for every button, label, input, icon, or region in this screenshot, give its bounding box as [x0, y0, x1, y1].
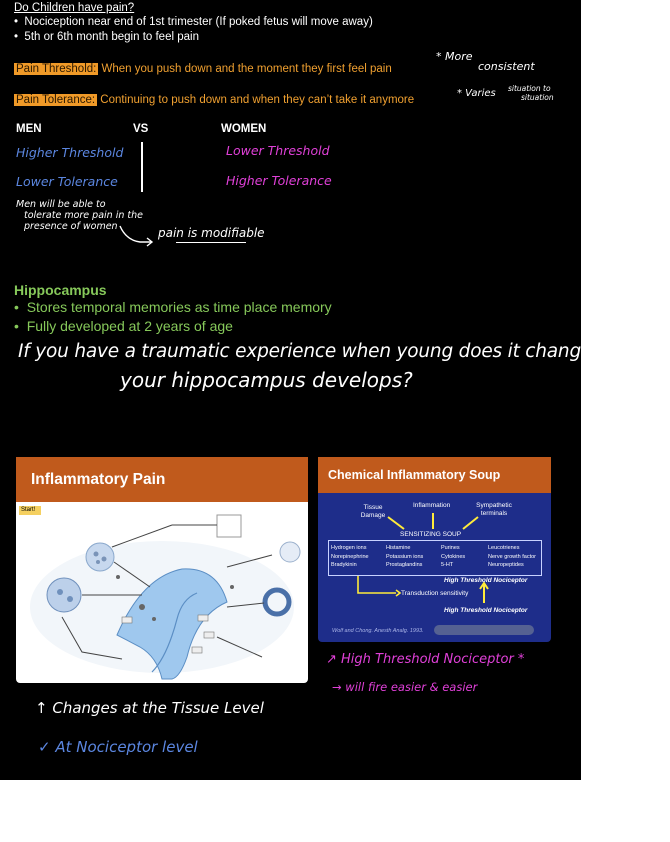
- men-note-line: presence of women: [24, 221, 118, 232]
- tolerance-note-1: * Varies: [457, 88, 496, 99]
- soup-item: Norepinephrine: [331, 553, 369, 560]
- fire-easier-text: will fire easier & easier: [345, 680, 478, 694]
- men-heading: MEN: [16, 123, 42, 135]
- sympathetic-label: Sympathetic terminals: [476, 502, 512, 517]
- soup-label: SENSITIZING SOUP: [400, 531, 462, 538]
- soup-item: Leucotrienes: [488, 545, 520, 551]
- women-threshold: Lower Threshold: [226, 143, 330, 158]
- soup-column: [386, 544, 423, 570]
- inflammation-label: Inflammation: [413, 502, 451, 509]
- check-arrow-icon: ✓: [38, 738, 56, 756]
- soup-diagram: [318, 493, 551, 642]
- soup-item: Neuropeptides: [488, 562, 524, 568]
- soup-item: Potassium ions: [386, 553, 424, 560]
- bullet-item: • Stores temporal memories as time place memory: [14, 299, 332, 315]
- up-arrow-icon: ↑: [35, 699, 53, 717]
- bullet-text: Fully developed at 2 years of age: [26, 318, 233, 334]
- men-note-line: tolerate more pain in the: [24, 210, 143, 221]
- soup-item: 5-HT: [441, 562, 454, 568]
- tissue-level-text: Changes at the Tissue Level: [52, 699, 264, 717]
- soup-item: Bradykinin: [331, 562, 357, 568]
- men-note-line: Men will be able to: [16, 199, 106, 210]
- faded-callout: [434, 625, 534, 635]
- women-tolerance: Higher Tolerance: [226, 173, 332, 188]
- bullet-text: 5th or 6th month begin to feel pain: [24, 31, 199, 43]
- soup-item: Cytokines: [441, 553, 466, 560]
- tolerance-note-2b: situation: [521, 93, 554, 102]
- transduction-label: Transduction sensitivity: [401, 590, 469, 597]
- bullet-text: Stores temporal memories as time place memory: [26, 299, 332, 315]
- pain-threshold-line: [14, 62, 392, 76]
- modifiable-note: pain is modifiable: [158, 226, 265, 240]
- arrow-icon: ↗: [326, 652, 342, 667]
- pain-threshold-text: When you push down and the moment they first feel pain: [98, 63, 392, 75]
- nociceptor-level-text: At Nociceptor level: [55, 738, 198, 756]
- children-pain-heading: Do Children have pain?: [14, 2, 135, 14]
- arrow-icon: →: [332, 680, 346, 694]
- soup-box: [328, 540, 542, 576]
- soup-item: Nerve growth factor: [488, 553, 536, 560]
- threshold-note-1: * More: [436, 50, 473, 63]
- high-threshold-2: High Threshold Nociceptor: [444, 607, 528, 614]
- bullet-item: • Nociception near end of 1st trimester (If poked fetus will move away): [14, 16, 373, 28]
- vs-divider: [141, 142, 143, 192]
- pain-tolerance-text: Continuing to push down and when they can’t take it anymore: [97, 94, 415, 106]
- men-threshold: Higher Threshold: [16, 145, 124, 160]
- star-icon: *: [517, 652, 525, 667]
- pain-tolerance-label: Pain Tolerance:: [16, 94, 96, 106]
- inflammatory-pain-diagram: [22, 507, 302, 679]
- soup-column: [488, 544, 536, 570]
- vs-heading: VS: [133, 123, 149, 135]
- slide-title: Inflammatory Pain: [16, 457, 308, 502]
- tolerance-note-2a: situation to: [508, 84, 551, 93]
- hippocampus-title: Hippocampus: [14, 282, 107, 298]
- modifiable-underline: [176, 242, 246, 243]
- bullet-text: Nociception near end of 1st trimester (If poked fetus will move away): [24, 16, 373, 28]
- hippocampus-question-2: your hippocampus develops?: [120, 368, 413, 392]
- bullet-item: • Fully developed at 2 years of age: [14, 318, 233, 334]
- soup-item: Hydrogen ions: [331, 545, 367, 551]
- chemical-soup-slide: [318, 457, 551, 642]
- citation: Wolf and Chong. Anesth Analg. 1993.: [332, 628, 424, 634]
- tissue-level-note: [35, 699, 264, 717]
- slide-title: Chemical Inflammatory Soup: [318, 457, 551, 493]
- high-threshold-1: High Threshold Nociceptor: [444, 577, 528, 584]
- tissue-damage-label: Tissue Damage: [360, 504, 386, 519]
- high-threshold-note: [326, 652, 524, 667]
- bullet-item: • 5th or 6th month begin to feel pain: [14, 31, 199, 43]
- women-heading: WOMEN: [221, 123, 267, 135]
- pain-tolerance-line: [14, 93, 414, 107]
- soup-item: Prostaglandins: [386, 562, 423, 568]
- threshold-note-2: consistent: [478, 60, 535, 73]
- nociceptor-level-note: [38, 738, 198, 756]
- fire-easier-note: [332, 680, 477, 694]
- inflammatory-pain-slide: [16, 457, 308, 683]
- hippocampus-question-1: If you have a traumatic experience when young does it change the way: [18, 341, 670, 362]
- men-tolerance: Lower Tolerance: [16, 174, 118, 189]
- start-tag: Start!: [19, 506, 41, 515]
- pain-threshold-label: Pain Threshold:: [16, 63, 97, 75]
- high-threshold-note-text: High Threshold Nociceptor: [341, 652, 514, 667]
- soup-column: [441, 544, 465, 570]
- soup-item: Purines: [441, 545, 460, 551]
- soup-item: Histamine: [386, 545, 411, 551]
- soup-column: [331, 544, 369, 570]
- arrow-icon: [118, 222, 158, 252]
